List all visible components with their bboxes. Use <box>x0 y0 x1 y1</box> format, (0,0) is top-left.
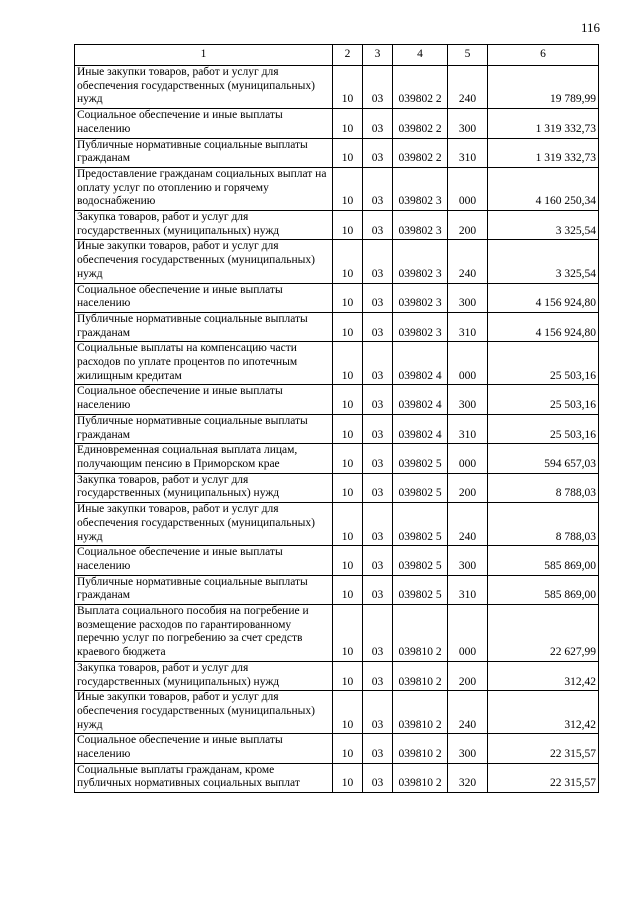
row-name-cell: Социальные выплаты на компенсацию части расходов по уплате процентов по ипотечным жилищным кредитам <box>75 342 333 385</box>
expense-type-cell: 300 <box>448 734 488 763</box>
section-code-cell: 10 <box>333 546 363 575</box>
amount-cell: 3 325,54 <box>488 211 599 240</box>
subsection-code-cell: 03 <box>363 691 393 734</box>
section-code-cell: 10 <box>333 605 363 662</box>
section-code-cell: 10 <box>333 66 363 109</box>
target-article-cell: 039802 5 <box>393 444 448 473</box>
expense-type-cell: 000 <box>448 167 488 210</box>
amount-cell: 25 503,16 <box>488 414 599 443</box>
table-header-row <box>75 45 599 66</box>
table-row <box>75 283 599 312</box>
expense-type-cell: 240 <box>448 66 488 109</box>
section-code-cell: 10 <box>333 342 363 385</box>
target-article-cell: 039802 5 <box>393 546 448 575</box>
table-row <box>75 734 599 763</box>
expense-type-cell: 240 <box>448 503 488 546</box>
expense-type-cell: 310 <box>448 414 488 443</box>
row-name-cell: Закупка товаров, работ и услуг для государственных (муниципальных) нужд <box>75 661 333 690</box>
section-code-cell: 10 <box>333 240 363 283</box>
row-name-cell: Публичные нормативные социальные выплаты гражданам <box>75 414 333 443</box>
section-code-cell: 10 <box>333 691 363 734</box>
subsection-code-cell: 03 <box>363 661 393 690</box>
table-row <box>75 66 599 109</box>
target-article-cell: 039810 2 <box>393 661 448 690</box>
table-row <box>75 414 599 443</box>
page-number: 116 <box>580 20 600 35</box>
amount-cell: 312,42 <box>488 691 599 734</box>
table-row <box>75 385 599 414</box>
amount-cell: 22 315,57 <box>488 763 599 792</box>
subsection-code-cell: 03 <box>363 414 393 443</box>
amount-cell: 25 503,16 <box>488 342 599 385</box>
row-name-cell: Публичные нормативные социальные выплаты гражданам <box>75 575 333 604</box>
target-article-cell: 039802 5 <box>393 473 448 502</box>
subsection-code-cell: 03 <box>363 211 393 240</box>
section-code-cell: 10 <box>333 167 363 210</box>
table-row <box>75 138 599 167</box>
amount-cell: 19 789,99 <box>488 66 599 109</box>
section-code-cell: 10 <box>333 312 363 341</box>
row-name-cell: Иные закупки товаров, работ и услуг для обеспечения государственных (муниципальных) нужд <box>75 240 333 283</box>
target-article-cell: 039802 4 <box>393 414 448 443</box>
expense-type-cell: 320 <box>448 763 488 792</box>
expense-type-cell: 310 <box>448 138 488 167</box>
subsection-code-cell: 03 <box>363 605 393 662</box>
section-code-cell: 10 <box>333 763 363 792</box>
column-header: 4 <box>393 45 448 66</box>
amount-cell: 8 788,03 <box>488 473 599 502</box>
row-name-cell: Предоставление гражданам социальных выплат на оплату услуг по отоплению и горячему водоснабжению <box>75 167 333 210</box>
amount-cell: 4 160 250,34 <box>488 167 599 210</box>
budget-table <box>74 44 599 793</box>
target-article-cell: 039802 4 <box>393 342 448 385</box>
section-code-cell: 10 <box>333 661 363 690</box>
column-header: 2 <box>333 45 363 66</box>
table-row <box>75 342 599 385</box>
subsection-code-cell: 03 <box>363 312 393 341</box>
amount-cell: 594 657,03 <box>488 444 599 473</box>
table-row <box>75 211 599 240</box>
table-row <box>75 167 599 210</box>
target-article-cell: 039810 2 <box>393 691 448 734</box>
amount-cell: 1 319 332,73 <box>488 109 599 138</box>
table-row <box>75 109 599 138</box>
subsection-code-cell: 03 <box>363 240 393 283</box>
amount-cell: 3 325,54 <box>488 240 599 283</box>
subsection-code-cell: 03 <box>363 66 393 109</box>
target-article-cell: 039802 4 <box>393 385 448 414</box>
expense-type-cell: 300 <box>448 109 488 138</box>
subsection-code-cell: 03 <box>363 283 393 312</box>
row-name-cell: Социальное обеспечение и иные выплаты населению <box>75 109 333 138</box>
target-article-cell: 039810 2 <box>393 605 448 662</box>
subsection-code-cell: 03 <box>363 342 393 385</box>
target-article-cell: 039802 2 <box>393 138 448 167</box>
row-name-cell: Единовременная социальная выплата лицам, получающим пенсию в Приморском крае <box>75 444 333 473</box>
subsection-code-cell: 03 <box>363 503 393 546</box>
target-article-cell: 039802 5 <box>393 503 448 546</box>
section-code-cell: 10 <box>333 503 363 546</box>
expense-type-cell: 300 <box>448 283 488 312</box>
expense-type-cell: 310 <box>448 312 488 341</box>
subsection-code-cell: 03 <box>363 385 393 414</box>
subsection-code-cell: 03 <box>363 546 393 575</box>
target-article-cell: 039810 2 <box>393 763 448 792</box>
column-header: 3 <box>363 45 393 66</box>
section-code-cell: 10 <box>333 444 363 473</box>
row-name-cell: Закупка товаров, работ и услуг для государственных (муниципальных) нужд <box>75 473 333 502</box>
subsection-code-cell: 03 <box>363 734 393 763</box>
expense-type-cell: 240 <box>448 240 488 283</box>
target-article-cell: 039802 3 <box>393 283 448 312</box>
target-article-cell: 039802 3 <box>393 312 448 341</box>
table-row <box>75 503 599 546</box>
table-row <box>75 605 599 662</box>
expense-type-cell: 000 <box>448 342 488 385</box>
section-code-cell: 10 <box>333 211 363 240</box>
column-header: 1 <box>75 45 333 66</box>
table-row <box>75 546 599 575</box>
row-name-cell: Иные закупки товаров, работ и услуг для обеспечения государственных (муниципальных) нужд <box>75 691 333 734</box>
table-row <box>75 312 599 341</box>
subsection-code-cell: 03 <box>363 444 393 473</box>
row-name-cell: Социальные выплаты гражданам, кроме публичных нормативных социальных выплат <box>75 763 333 792</box>
table-row <box>75 444 599 473</box>
target-article-cell: 039802 2 <box>393 109 448 138</box>
amount-cell: 8 788,03 <box>488 503 599 546</box>
target-article-cell: 039802 3 <box>393 211 448 240</box>
amount-cell: 22 627,99 <box>488 605 599 662</box>
table-row <box>75 691 599 734</box>
amount-cell: 312,42 <box>488 661 599 690</box>
amount-cell: 22 315,57 <box>488 734 599 763</box>
row-name-cell: Иные закупки товаров, работ и услуг для обеспечения государственных (муниципальных) нужд <box>75 503 333 546</box>
row-name-cell: Публичные нормативные социальные выплаты гражданам <box>75 312 333 341</box>
section-code-cell: 10 <box>333 385 363 414</box>
target-article-cell: 039802 2 <box>393 66 448 109</box>
row-name-cell: Закупка товаров, работ и услуг для государственных (муниципальных) нужд <box>75 211 333 240</box>
subsection-code-cell: 03 <box>363 473 393 502</box>
row-name-cell: Иные закупки товаров, работ и услуг для обеспечения государственных (муниципальных) нужд <box>75 66 333 109</box>
row-name-cell: Публичные нормативные социальные выплаты гражданам <box>75 138 333 167</box>
amount-cell: 585 869,00 <box>488 546 599 575</box>
table-body <box>75 66 599 793</box>
subsection-code-cell: 03 <box>363 138 393 167</box>
expense-type-cell: 310 <box>448 575 488 604</box>
subsection-code-cell: 03 <box>363 167 393 210</box>
target-article-cell: 039810 2 <box>393 734 448 763</box>
row-name-cell: Социальное обеспечение и иные выплаты населению <box>75 385 333 414</box>
table-row <box>75 575 599 604</box>
column-header: 5 <box>448 45 488 66</box>
expense-type-cell: 200 <box>448 661 488 690</box>
expense-type-cell: 200 <box>448 211 488 240</box>
row-name-cell: Выплата социального пособия на погребение и возмещение расходов по гарантированному перечню услуг по погребению за счет средств краевого бюджета <box>75 605 333 662</box>
section-code-cell: 10 <box>333 473 363 502</box>
row-name-cell: Социальное обеспечение и иные выплаты населению <box>75 734 333 763</box>
table-row <box>75 240 599 283</box>
target-article-cell: 039802 5 <box>393 575 448 604</box>
subsection-code-cell: 03 <box>363 763 393 792</box>
expense-type-cell: 300 <box>448 546 488 575</box>
section-code-cell: 10 <box>333 575 363 604</box>
amount-cell: 4 156 924,80 <box>488 312 599 341</box>
row-name-cell: Социальное обеспечение и иные выплаты населению <box>75 546 333 575</box>
section-code-cell: 10 <box>333 414 363 443</box>
subsection-code-cell: 03 <box>363 109 393 138</box>
expense-type-cell: 300 <box>448 385 488 414</box>
column-header: 6 <box>488 45 599 66</box>
section-code-cell: 10 <box>333 138 363 167</box>
amount-cell: 4 156 924,80 <box>488 283 599 312</box>
section-code-cell: 10 <box>333 734 363 763</box>
table-row <box>75 473 599 502</box>
section-code-cell: 10 <box>333 109 363 138</box>
expense-type-cell: 000 <box>448 605 488 662</box>
target-article-cell: 039802 3 <box>393 240 448 283</box>
table-row <box>75 661 599 690</box>
amount-cell: 585 869,00 <box>488 575 599 604</box>
subsection-code-cell: 03 <box>363 575 393 604</box>
table-row <box>75 763 599 792</box>
amount-cell: 25 503,16 <box>488 385 599 414</box>
expense-type-cell: 200 <box>448 473 488 502</box>
amount-cell: 1 319 332,73 <box>488 138 599 167</box>
expense-type-cell: 000 <box>448 444 488 473</box>
target-article-cell: 039802 3 <box>393 167 448 210</box>
section-code-cell: 10 <box>333 283 363 312</box>
row-name-cell: Социальное обеспечение и иные выплаты населению <box>75 283 333 312</box>
expense-type-cell: 240 <box>448 691 488 734</box>
